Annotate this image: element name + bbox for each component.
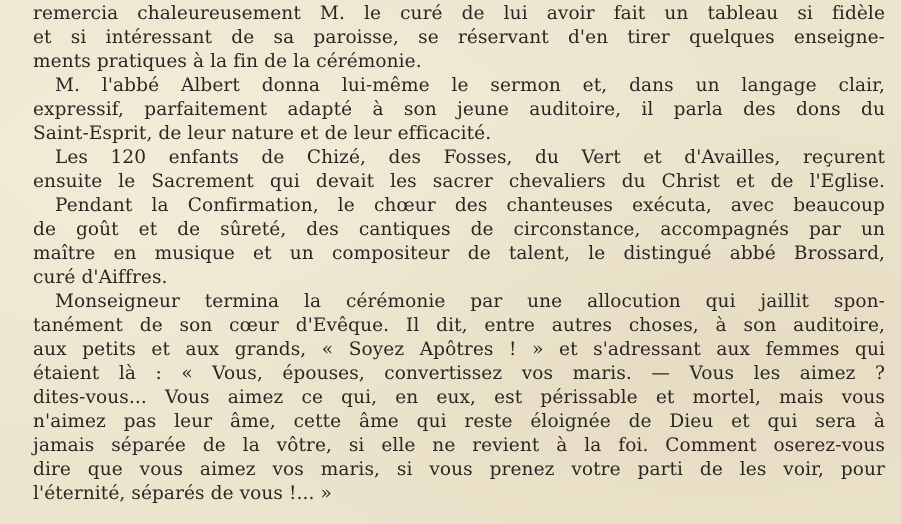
text-line: et si intéressant de sa paroisse, se réservant d'en tirer quelques enseigne-	[33, 27, 885, 48]
text-line: dites-vous... Vous aimez ce qui, en eux, est périssable et mortel, mais vous	[33, 387, 885, 408]
text-line: aux petits et aux grands, « Soyez Apôtres ! » et s'adressant aux femmes qui	[33, 339, 885, 360]
text-line: curé d'Aiffres.	[33, 267, 168, 288]
paragraph-start-line: M. l'abbé Albert donna lui-même le sermon et, dans un langage clair,	[55, 75, 885, 96]
text-line: étaient là : « Vous, épouses, convertissez vos maris. — Vous les aimez ?	[33, 363, 885, 384]
text-line: dire que vous aimez vos maris, si vous prenez votre parti de les voir, pour	[33, 459, 885, 480]
paragraph-start-line: Monseigneur termina la cérémonie par une allocution qui jaillit spon-	[55, 291, 885, 312]
text-line: l'éternité, séparés de vous !... »	[33, 483, 332, 504]
paragraph-start-line: Les 120 enfants de Chizé, des Fosses, du Vert et d'Availles, reçurent	[55, 147, 885, 168]
text-line: tanément de son cœur d'Evêque. Il dit, entre autres choses, à son auditoire,	[33, 315, 885, 336]
text-line: expressif, parfaitement adapté à son jeune auditoire, il parla des dons du	[33, 99, 885, 120]
text-line: Saint-Esprit, de leur nature et de leur efficacité.	[33, 123, 492, 144]
text-line: maître en musique et un compositeur de talent, le distingué abbé Brossard,	[33, 243, 885, 264]
text-line: de goût et de sûreté, des cantiques de circonstance, accompagnés par un	[33, 219, 885, 240]
paragraph-start-line: Pendant la Confirmation, le chœur des chanteuses exécuta, avec beaucoup	[55, 195, 885, 216]
text-line: jamais séparée de la vôtre, si elle ne revient à la foi. Comment oserez-vous	[33, 435, 885, 456]
text-line: remercia chaleureusement M. le curé de lui avoir fait un tableau si fidèle	[33, 3, 885, 24]
text-line: ments pratiques à la fin de la cérémonie.	[33, 51, 422, 72]
text-line: ensuite le Sacrement qui devait les sacrer chevaliers du Christ et de l'Eglise.	[33, 171, 885, 192]
text-line: n'aimez pas leur âme, cette âme qui reste éloignée de Dieu et qui sera à	[33, 411, 885, 432]
